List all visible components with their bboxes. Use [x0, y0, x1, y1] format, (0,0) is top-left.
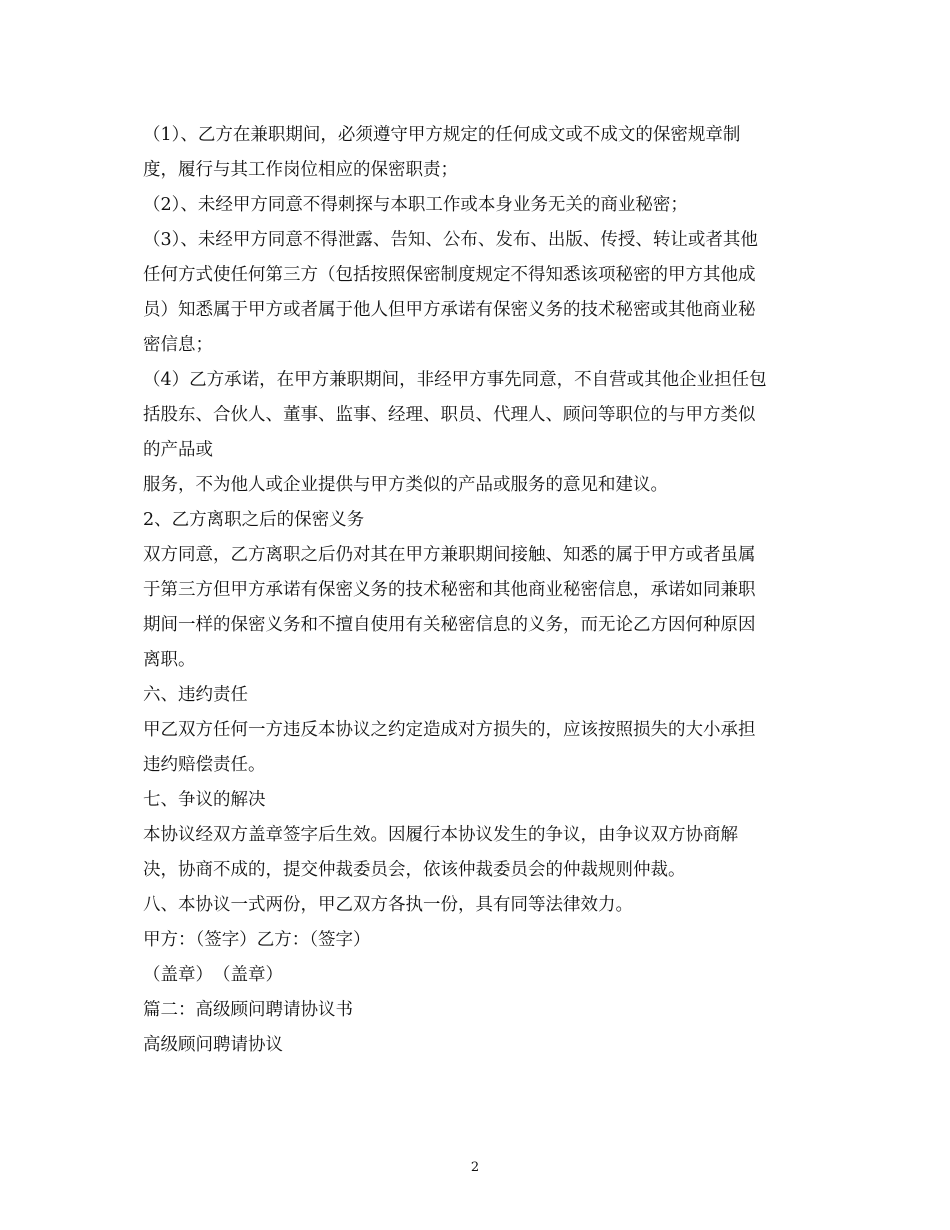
section-heading: 八、本协议一式两份，甲乙双方各执一份，具有同等法律效力。	[143, 895, 633, 915]
section-heading: 篇二：高级顾问聘请协议书	[143, 1000, 353, 1020]
paragraph-line: （1）、乙方在兼职期间，必须遵守甲方规定的任何成文或不成文的保密规章制	[143, 125, 741, 145]
paragraph-line: 期间一样的保密义务和不擅自使用有关秘密信息的义务，而无论乙方因何种原因	[143, 615, 756, 635]
paragraph-line: 的产品或	[143, 440, 213, 460]
paragraph-line: 甲乙双方任何一方违反本协议之约定造成对方损失的，应该按照损失的大小承担	[143, 720, 756, 740]
seal-line: （盖章） （盖章）	[143, 965, 283, 985]
paragraph-line: 服务，不为他人或企业提供与甲方类似的产品或服务的意见和建议。	[143, 475, 668, 495]
paragraph-line: （3）、未经甲方同意不得泄露、告知、公布、发布、出版、传授、转让或者其他	[143, 230, 758, 250]
paragraph-line: 违约赔偿责任。	[143, 755, 266, 775]
section-heading: 七、争议的解决	[143, 790, 266, 810]
section-heading: 2、乙方离职之后的保密义务	[143, 510, 365, 530]
paragraph-line: 双方同意，乙方离职之后仍对其在甲方兼职期间接触、知悉的属于甲方或者虽属	[143, 545, 756, 565]
paragraph-line: 离职。	[143, 650, 196, 670]
paragraph-line: 决，协商不成的，提交仲裁委员会，依该仲裁委员会的仲裁规则仲裁。	[143, 860, 686, 880]
paragraph-line: （4）乙方承诺，在甲方兼职期间，非经甲方事先同意，不自营或其他企业担任包	[143, 370, 767, 390]
document-title: 高级顾问聘请协议	[143, 1035, 283, 1055]
signature-line: 甲方：（签字）乙方：（签字）	[143, 930, 371, 950]
paragraph-line: 任何方式使任何第三方（包括按照保密制度规定不得知悉该项秘密的甲方其他成	[143, 265, 756, 285]
paragraph-line: 括股东、合伙人、董事、监事、经理、职员、代理人、顾问等职位的与甲方类似	[143, 405, 756, 425]
document-body	[143, 120, 811, 1060]
paragraph-line: 员）知悉属于甲方或者属于他人但甲方承诺有保密义务的技术秘密或其他商业秘	[143, 300, 756, 320]
paragraph-line: 于第三方但甲方承诺有保密义务的技术秘密和其他商业秘密信息，承诺如同兼职	[143, 580, 756, 600]
section-heading: 六、违约责任	[143, 685, 248, 705]
paragraph-line: 度，履行与其工作岗位相应的保密职责；	[143, 160, 458, 180]
paragraph-line: 密信息；	[143, 335, 213, 355]
page-number: 2	[470, 1160, 480, 1175]
paragraph-line: （2）、未经甲方同意不得刺探与本职工作或本身业务无关的商业秘密；	[143, 195, 688, 215]
paragraph-line: 本协议经双方盖章签字后生效。因履行本协议发生的争议，由争议双方协商解	[143, 825, 738, 845]
